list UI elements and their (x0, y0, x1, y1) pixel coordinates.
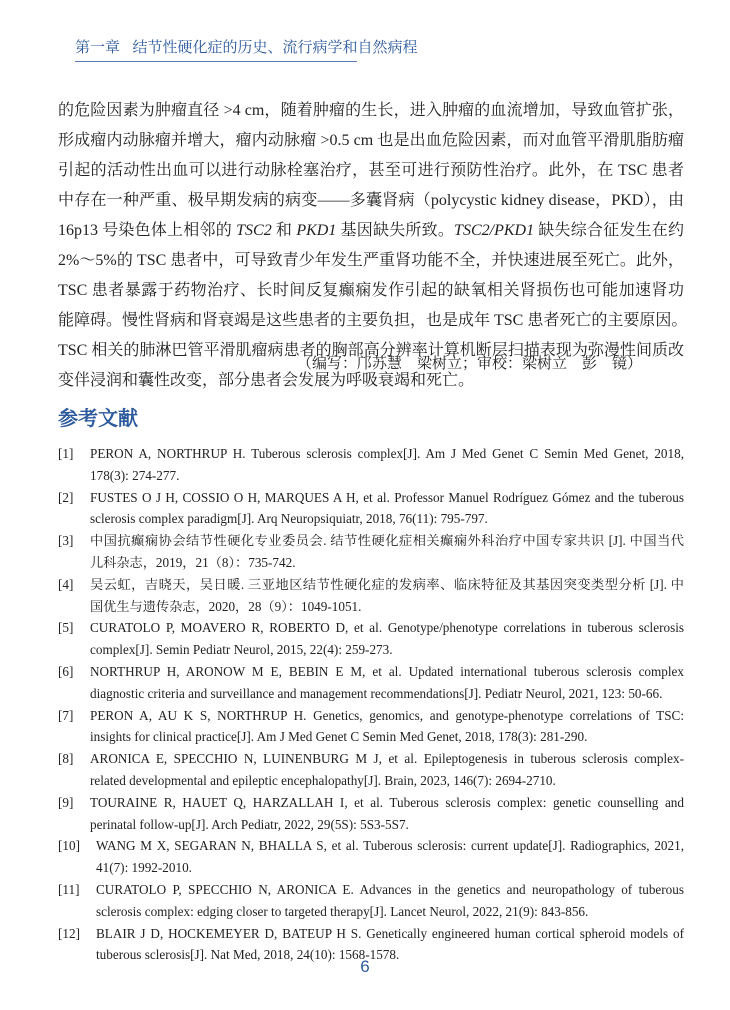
author-credit: （编写：邝苏慧 梁树立；审校：梁树立 彭 镜） (296, 356, 642, 372)
reference-item (58, 792, 684, 836)
text-span: 缺失综合征发生在约 (534, 222, 684, 239)
reference-list (58, 443, 684, 966)
header-rule (75, 61, 357, 62)
reference-item (58, 835, 684, 879)
reference-number: [3] (58, 533, 74, 549)
text-line (58, 216, 684, 246)
reference-number: [7] (58, 707, 74, 723)
reference-text-line: sclerosis complex paradigm[J]. Arq Neuropsiquiatr, 2018, 76(11): 795-797. (90, 511, 488, 527)
text-line: 2%～5%的 TSC 患者中，可导致青少年发生严重肾功能不全，并快速进展至死亡。此外， (58, 252, 684, 269)
text-line: 形成瘤内动脉瘤并增大，瘤内动脉瘤 >0.5 cm 也是出血危险因素，而对血管平滑肌脂肪瘤 (58, 132, 684, 149)
reference-item (58, 879, 684, 923)
chapter-number: 第一章 (75, 39, 121, 56)
text-line: 能障碍。慢性肾病和肾衰竭是这些患者的主要负担，也是成年 TSC 患者死亡的主要原因。 (58, 312, 688, 329)
reference-number: [2] (58, 489, 74, 505)
text-line: 变伴浸润和囊性改变，部分患者会发展为呼吸衰竭和死亡。 (58, 372, 475, 389)
reference-text-line: FUSTES O J H, COSSIO O H, MARQUES A H, et al. Professor Manuel Rodríguez Gómez and the tuberous (90, 489, 684, 505)
reference-text-line: complex[J]. Semin Pediatr Neurol, 2015, 22(4): 259-273. (90, 642, 393, 658)
reference-item (58, 748, 684, 792)
reference-text-line: sclerosis complex: edging closer to targeted therapy[J]. Lancet Neurol, 2022, 21(9): 843-856. (96, 903, 589, 919)
reference-text-line: perinatal follow-up[J]. Arch Pediatr, 2022, 29(5S): 5S3-5S7. (90, 816, 409, 832)
gene-name: PKD1 (296, 222, 337, 239)
reference-text-line: BLAIR J D, HOCKEMEYER D, BATEUP H S. Genetically engineered human cortical spheroid models of (96, 925, 684, 941)
reference-text-line: diagnostic criteria and surveillance and management recommendations[J]. Pediatr Neurol, 2021, 123: 50-66. (90, 685, 663, 701)
text-line: 中存在一种严重、极早期发病的病变——多囊肾病（polycystic kidney disease，PKD），由 (58, 192, 684, 209)
reference-item (58, 705, 684, 749)
page-number: 6 (360, 957, 370, 976)
reference-number: [9] (58, 794, 74, 810)
reference-text-line: 41(7): 1992-2010. (96, 860, 192, 876)
reference-text-line: 国优生与遗传杂志，2020，28（9）：1049-1051. (90, 598, 362, 614)
reference-text-line: 吴云虹，吉晓天，吴日暖. 三亚地区结节性硬化症的发病率、临床特征及其基因突变类型分析 [J]. 中 (90, 576, 684, 592)
reference-text-line: 儿科杂志，2019，21（8）：735-742. (90, 554, 296, 570)
reference-item (58, 530, 684, 574)
references-heading: 参考文献 (58, 408, 138, 430)
reference-number: [4] (58, 576, 74, 592)
reference-number: [5] (58, 620, 74, 636)
reference-number: [12] (58, 925, 80, 941)
reference-item (58, 617, 684, 661)
chapter-title: 结节性硬化症的历史、流行病学和自然病程 (132, 39, 418, 56)
reference-item (58, 661, 684, 705)
reference-text-line: 178(3): 274-277. (90, 467, 180, 483)
reference-text-line: NORTHRUP H, ARONOW M E, BEBIN E M, et al. Updated international tuberous sclerosis complex (90, 663, 684, 679)
reference-text-line: ARONICA E, SPECCHIO N, LUINENBURG M J, et al. Epileptogenesis in tuberous sclerosis complex- (90, 751, 684, 767)
reference-text-line: tuberous sclerosis[J]. Nat Med, 2018, 24(10): 1568-1578. (96, 947, 400, 963)
reference-text-line: WANG M X, SEGARAN N, BHALLA S, et al. Tuberous sclerosis: current update[J]. Radiographics, 2021, (96, 838, 684, 854)
running-header (75, 36, 418, 57)
text-line: 引起的活动性出血可以进行动脉栓塞治疗，甚至可进行预防性治疗。此外，在 TSC 患者 (58, 162, 684, 179)
body-paragraph (58, 96, 688, 396)
text-span: 基因缺失所致。 (336, 222, 455, 239)
reference-text-line: PERON A, NORTHRUP H. Tuberous sclerosis complex[J]. Am J Med Genet C Semin Med Genet, 2018, (90, 446, 684, 461)
reference-number: [11] (58, 881, 80, 897)
reference-text-line: CURATOLO P, SPECCHIO N, ARONICA E. Advances in the genetics and neuropathology of tuberous (96, 881, 684, 897)
gene-name: TSC2 (236, 222, 272, 239)
reference-item (58, 443, 684, 487)
text-line: TSC 相关的肺淋巴管平滑肌瘤病患者的胸部高分辨率计算机断层扫描表现为弥漫性间质改 (58, 342, 684, 359)
reference-number: [10] (58, 838, 80, 854)
reference-item (58, 574, 684, 618)
reference-text-line: insights for clinical practice[J]. Am J Med Genet C Semin Med Genet, 2018, 178(3): 281-290. (90, 729, 588, 745)
reference-item (58, 487, 684, 531)
text-span: 16p13 号染色体上相邻的 (58, 222, 237, 239)
text-line: TSC 患者暴露于药物治疗、长时间反复癫痫发作引起的缺氧相关肾损伤也可能加速肾功 (58, 282, 684, 299)
gene-name: TSC2/PKD1 (454, 222, 535, 239)
reference-text-line: TOURAINE R, HAUET Q, HARZALLAH I, et al. Tuberous sclerosis complex: genetic counselling and (90, 794, 684, 810)
text-line: 的危险因素为肿瘤直径 >4 cm，随着肿瘤的生长，进入肿瘤的血流增加，导致血管扩张， (58, 102, 684, 119)
reference-text-line: CURATOLO P, MOAVERO R, ROBERTO D, et al. Genotype/phenotype correlations in tuberous sclerosis (90, 620, 684, 636)
reference-text-line: related developmental and epileptic encephalopathy[J]. Brain, 2023, 146(7): 2694-2710. (90, 772, 556, 788)
reference-text-line: PERON A, AU K S, NORTHRUP H. Genetics, genomics, and genotype-phenotype correlations of TSC: (90, 707, 684, 723)
reference-number: [8] (58, 751, 74, 767)
reference-text-line: 中国抗癫痫协会结节性硬化专业委员会. 结节性硬化症相关癫痫外科治疗中国专家共识 [J]. 中国当代 (90, 533, 684, 549)
reference-number: [6] (58, 663, 74, 679)
reference-number: [1] (58, 446, 74, 461)
text-span: 和 (271, 222, 297, 239)
